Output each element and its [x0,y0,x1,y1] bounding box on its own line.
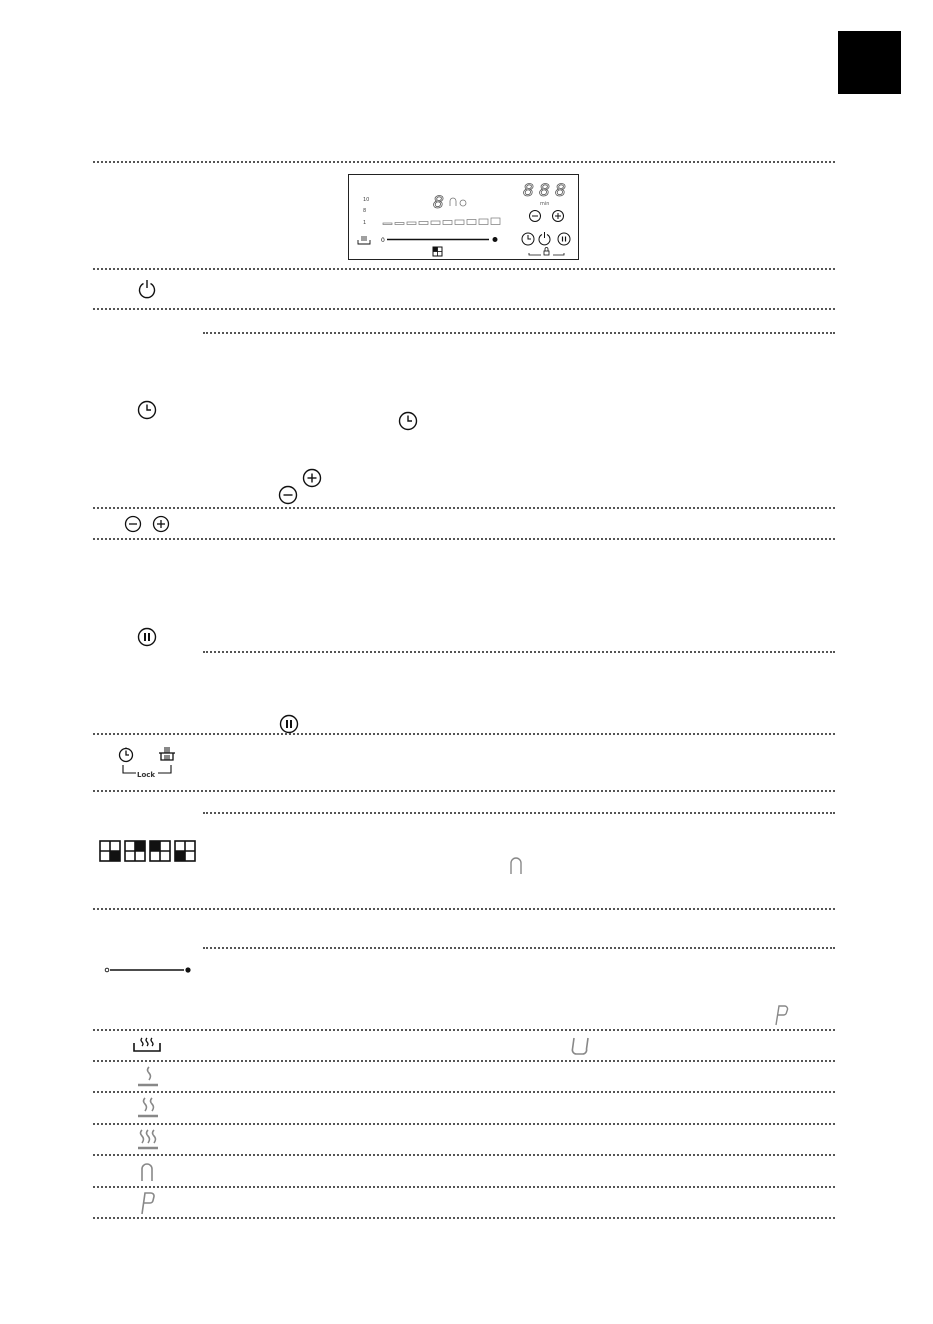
divider [93,507,835,509]
divider [93,790,835,792]
svg-text:8: 8 [555,181,566,201]
divider-indented [203,947,835,949]
divider-indented [203,812,835,814]
minus-inline-icon [278,485,298,505]
power-icon [137,279,157,299]
svg-text:1: 1 [363,220,367,226]
pause-icon [137,627,157,647]
keep-warm-low-icon [137,1065,159,1089]
timer-icon [137,400,157,420]
divider [93,538,835,540]
divider [93,1154,835,1156]
control-panel-illustration [348,174,579,260]
divider [93,733,835,735]
svg-text:8: 8 [539,181,550,201]
divider [93,1060,835,1062]
control-panel-svg [349,175,580,261]
warming-display-inline-icon [570,1036,590,1056]
svg-text:8: 8 [523,181,534,201]
timer-inline-icon [398,411,418,431]
svg-text:8: 8 [363,208,367,214]
divider [93,308,835,310]
warming-icon [132,1035,162,1053]
power-boost-inline-icon [773,1004,789,1026]
power-boost-icon [139,1191,157,1215]
divider-indented [203,332,835,334]
keep-warm-mid-icon [137,1096,159,1120]
divider [93,161,835,163]
slider-icon [104,964,192,976]
zone-selection-icons [99,840,197,862]
pan-detection-inline-icon [509,855,523,875]
keep-warm-high-icon [137,1128,159,1152]
svg-text:8: 8 [433,193,444,213]
svg-text:10: 10 [363,197,370,203]
divider [93,1186,835,1188]
svg-text:0: 0 [381,237,385,244]
pan-detection-icon [140,1160,154,1182]
minus-icon [124,515,142,533]
language-tab-marker [838,31,901,94]
divider [93,1091,835,1093]
pause-inline-icon [279,714,299,734]
divider [93,1029,835,1031]
divider [93,1217,835,1219]
plus-icon [152,515,170,533]
divider [93,1123,835,1125]
divider [93,908,835,910]
divider-indented [203,651,835,653]
plus-inline-icon [302,468,322,488]
divider [93,268,835,270]
lock-label: Lock [137,771,156,779]
svg-text:min: min [540,201,550,207]
